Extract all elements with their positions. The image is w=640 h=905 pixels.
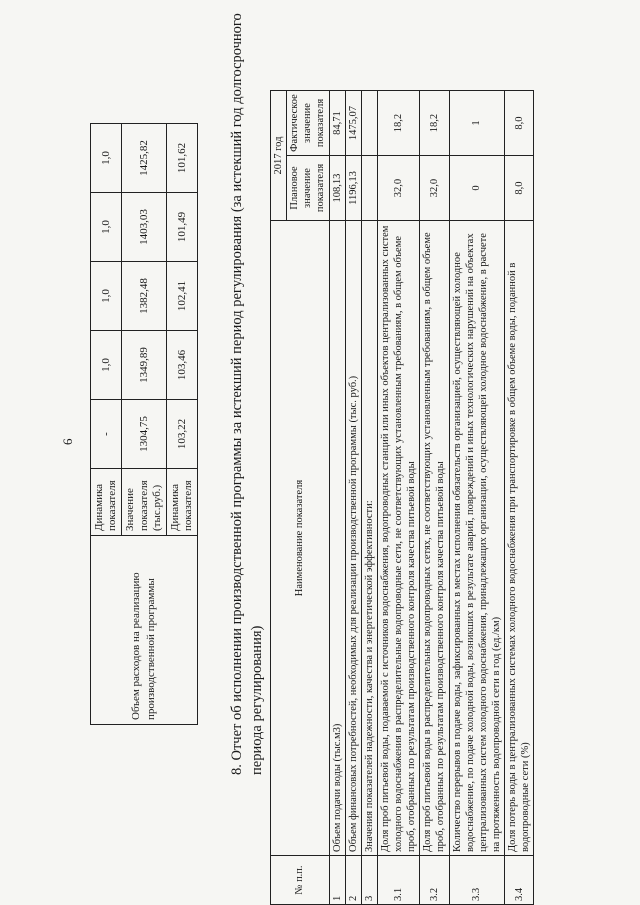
- row-actual: 18,2: [420, 91, 449, 156]
- row-number: 3: [361, 856, 377, 905]
- table-cell: 101,49: [166, 193, 197, 262]
- header-planned: Плановое значение показателя: [287, 156, 329, 221]
- row-actual: [361, 91, 377, 156]
- table-row: [420, 91, 449, 905]
- section-heading: 8. Отчет об исполнении производственной программы за истекший период регулирования (за истекший год долгосрочного периода регулирования): [229, 13, 265, 775]
- row-planned: 32,0: [420, 156, 449, 221]
- row-planned: [361, 156, 377, 221]
- row-name: Доля потерь воды в централизованных системах холодного водоснабжения при транспортировке в общем объеме воды, поданной в водопроводные сети (%): [505, 221, 534, 856]
- row-name: Доля проб питьевой воды в распределительных водопроводных сетях, не соответствующих установленным требованиям, в общем объеме проб, отобранных по результатам производственного контроля качества питьевой воды: [420, 221, 449, 856]
- table-row: [449, 91, 505, 905]
- row-number: 3.3: [449, 856, 505, 905]
- header-num: № п.п.: [271, 856, 330, 905]
- table-cell: 103,22: [166, 400, 197, 469]
- row-actual: 18,2: [377, 91, 419, 156]
- row-name: Значения показателей надежности, качества и энергетической эффективности:: [361, 221, 377, 856]
- row-planned: 1196,13: [345, 156, 361, 221]
- row-planned: 8,0: [505, 156, 534, 221]
- row-name: Объем подачи воды (тыс.м3): [329, 221, 345, 856]
- row-name: Доля проб питьевой воды, подаваемой с источников водоснабжения, водопроводных станций или иных объектов централизованных систем холодного водоснабжения в распределительные водопроводные сети, не соответствующих установленным требованиям, в общем объеме проб, отобранных по результатам производственного контроля качества питьевой воды: [377, 221, 419, 856]
- table-cell: 1,0: [91, 193, 122, 262]
- row-planned: 32,0: [377, 156, 419, 221]
- table-cell: -: [91, 400, 122, 469]
- header-year: 2017 год: [271, 91, 287, 221]
- row-sub-label: Динамика показателя: [91, 469, 122, 536]
- row-planned: 108,13: [329, 156, 345, 221]
- table-cell: 1349,89: [122, 331, 167, 400]
- table-cell: 102,41: [166, 262, 197, 331]
- row-actual: 1: [449, 91, 505, 156]
- header-name: Наименование показателя: [271, 221, 330, 856]
- expenses-table: [90, 123, 198, 725]
- row-number: 2: [345, 856, 361, 905]
- row-sub-label: Значение показателя (тыс.руб.): [122, 469, 167, 536]
- table-cell: 101,62: [166, 124, 197, 193]
- row-number: 1: [329, 856, 345, 905]
- row-name: Количество перерывов в подаче воды, зафиксированных в местах исполнения обязательств организацией, осуществляющей холодное водоснабжение, по подаче холодной воды, возникших в результате аварий, повреждений и иных технологических нарушений на объектах централизованных систем холодного водоснабжения, принадлежащих организации, осуществляющей холодное водоснабжение, в расчете на протяженность водопроводной сети в год (ед./км): [449, 221, 505, 856]
- row-number: 3.4: [505, 856, 534, 905]
- row-number: 3.1: [377, 856, 419, 905]
- table-row: [505, 91, 534, 905]
- table-cell: 1425,82: [122, 124, 167, 193]
- table-cell: 1382,48: [122, 262, 167, 331]
- table-row: [329, 91, 345, 905]
- header-actual: Фактическое значение показателя: [287, 91, 329, 156]
- row-actual: 84,71: [329, 91, 345, 156]
- page-number: 6: [60, 438, 75, 445]
- program-report-table: [270, 90, 534, 905]
- table-row: [377, 91, 419, 905]
- row-planned: 0: [449, 156, 505, 221]
- row-sub-label: Динамика показателя: [166, 469, 197, 536]
- table-cell: 1,0: [91, 262, 122, 331]
- table-cell: 103,46: [166, 331, 197, 400]
- table-row: [345, 91, 361, 905]
- expenses-label: Объем расходов на реализацию производственной программы: [91, 536, 198, 725]
- row-actual: 1475,07: [345, 91, 361, 156]
- row-name: Объем финансовых потребностей, необходимых для реализации производственной программы (тыс. руб.): [345, 221, 361, 856]
- table-cell: 1,0: [91, 124, 122, 193]
- table-cell: 1304,75: [122, 400, 167, 469]
- table-cell: 1,0: [91, 331, 122, 400]
- table-row: [361, 91, 377, 905]
- table-row: [91, 124, 122, 725]
- table-cell: 1403,03: [122, 193, 167, 262]
- row-number: 3.2: [420, 856, 449, 905]
- row-actual: 8,0: [505, 91, 534, 156]
- table-header-row: [271, 91, 287, 905]
